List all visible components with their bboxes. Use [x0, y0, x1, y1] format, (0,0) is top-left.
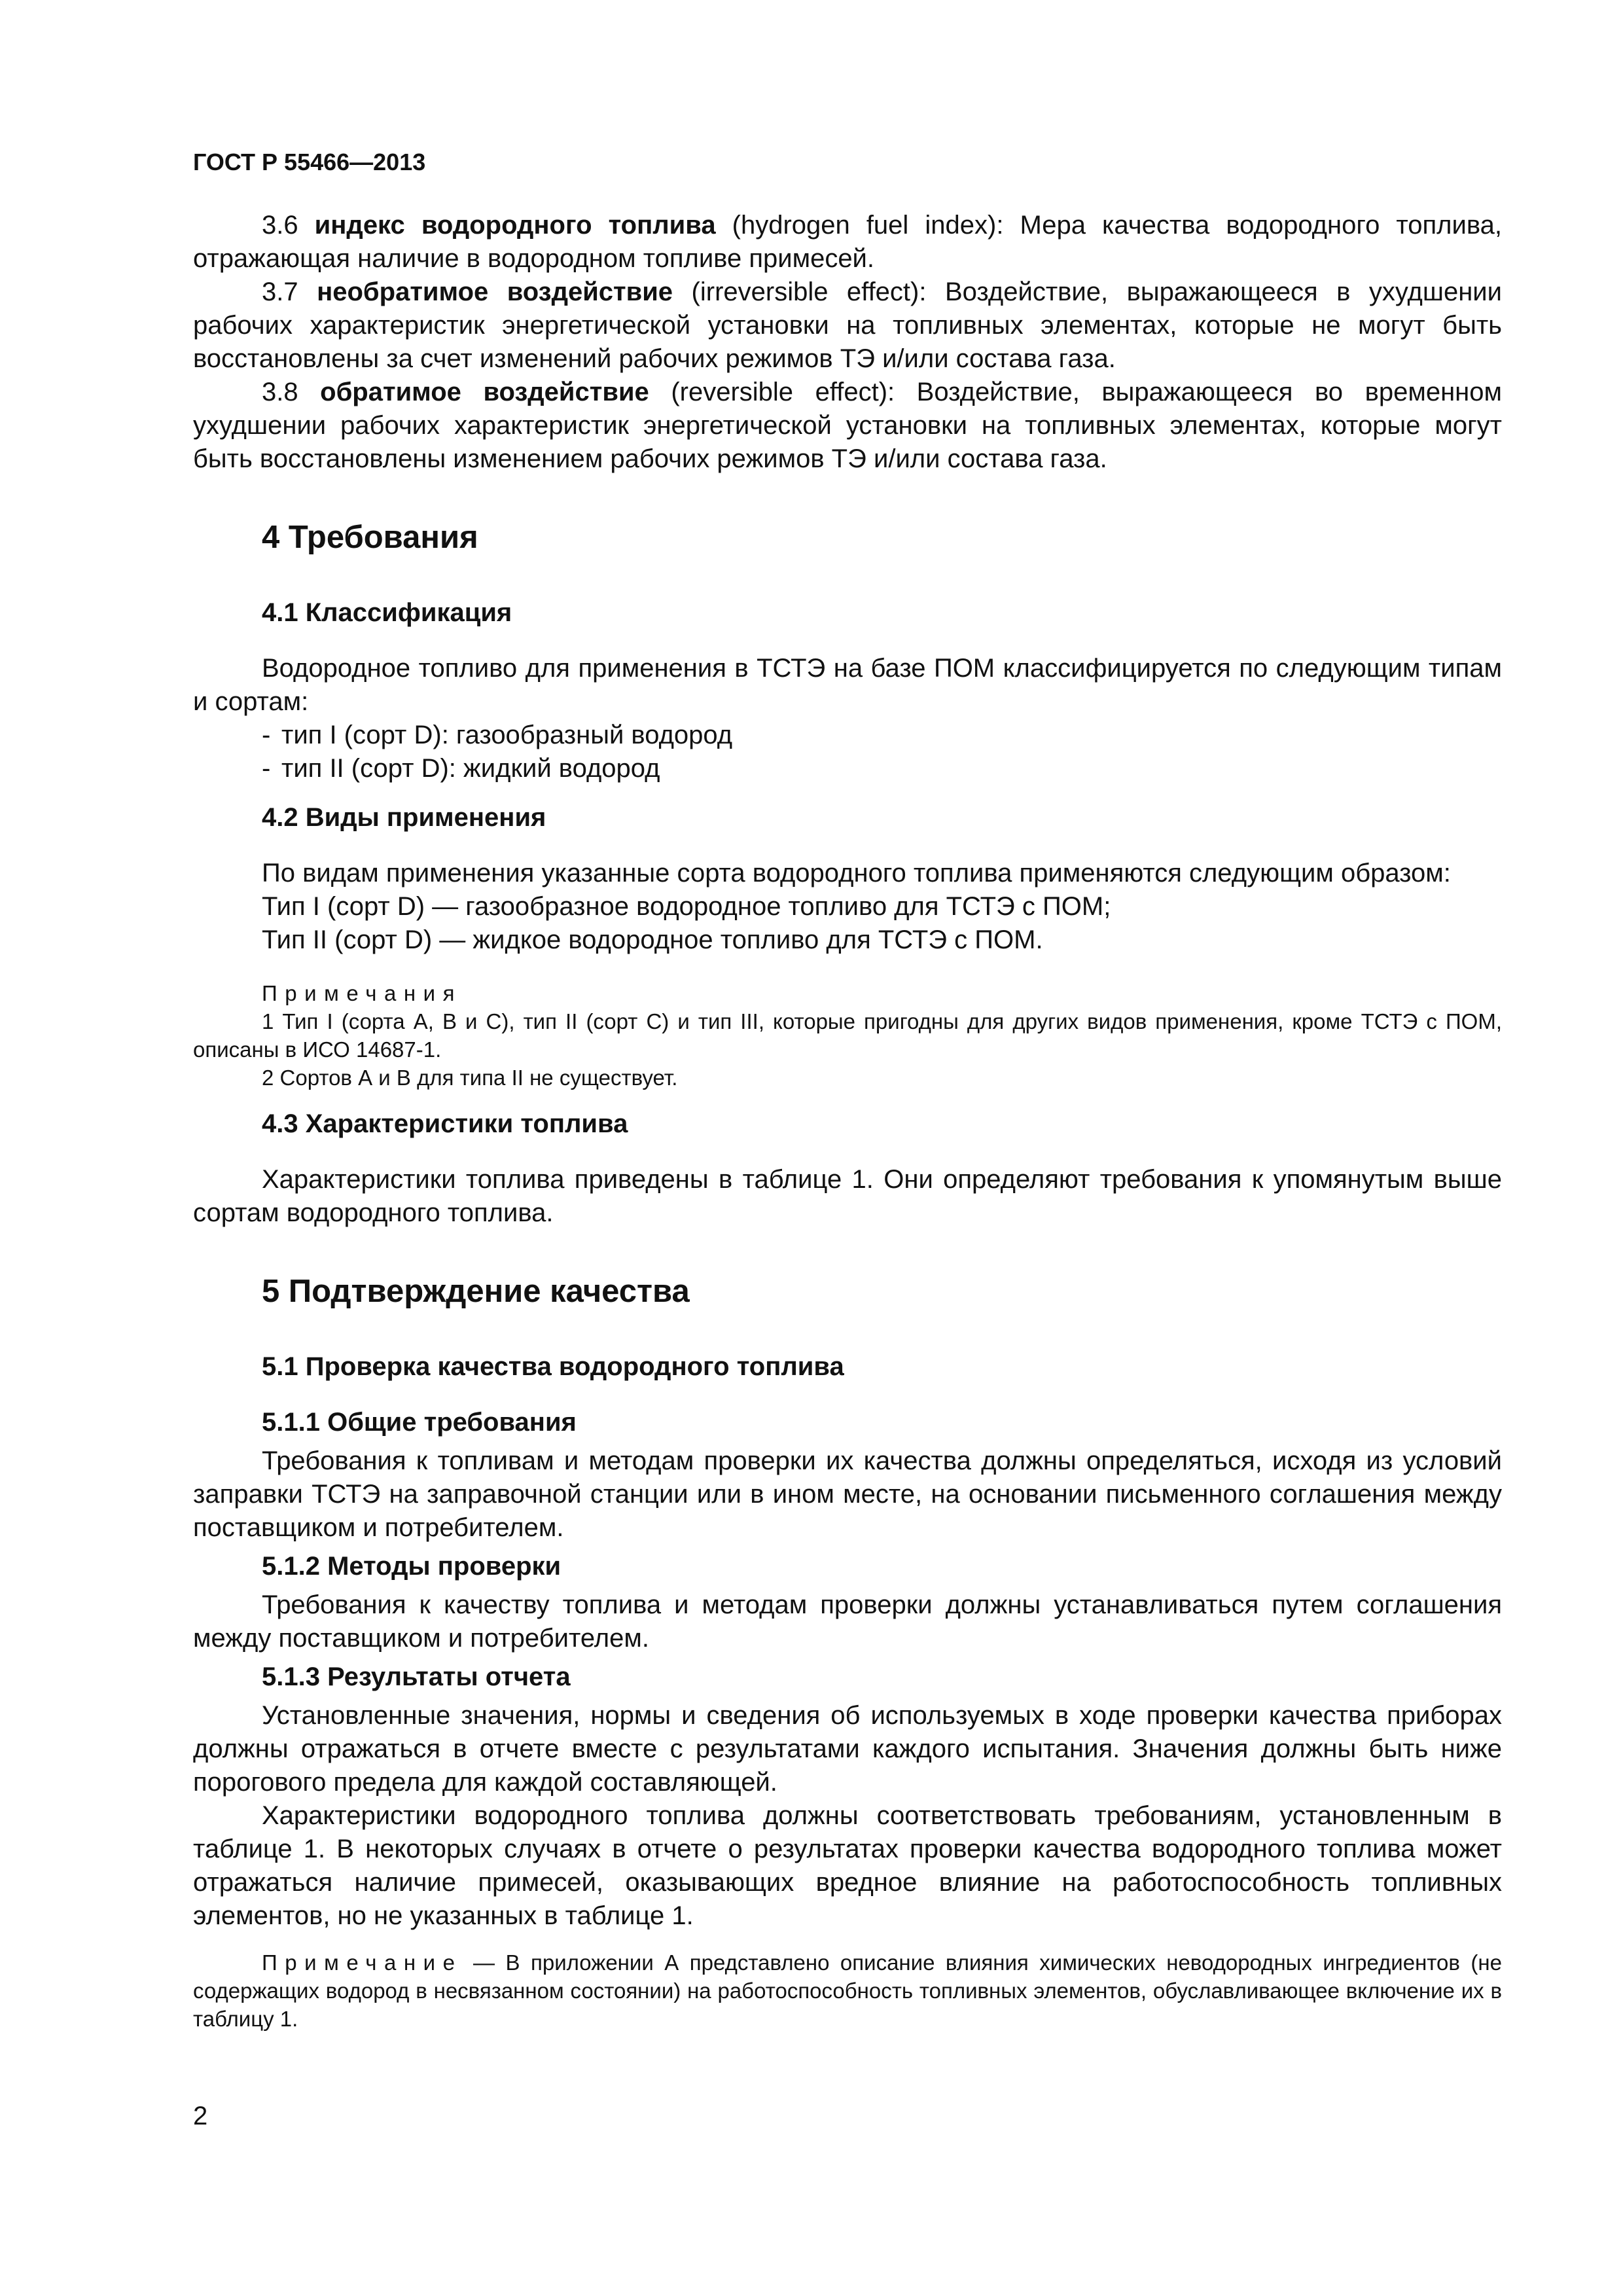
note-text: — В приложении А представлено описание влияния химических неводородных ингредиентов (не содержащих водород в несвязанном состоянии) на работоспособность топливных элементов, обуславливающее включение их в таблицу 1. [193, 1950, 1502, 2031]
section-5-1-2-paragraph: Требования к качеству топлива и методам проверки должны устанавливаться путем соглашения между поставщиком и потребителем. [193, 1590, 1502, 1653]
section-4-2-line: Тип II (сорт D) — жидкое водородное топливо для ТСТЭ с ПОМ. [262, 925, 1043, 954]
list-item: - тип I (сорт D): газообразный водород [262, 721, 733, 749]
section-4-3-paragraph: Характеристики топлива приведены в таблице 1. Они определяют требования к упомянутым выше сортам водородного топлива. [193, 1165, 1502, 1227]
page-content [193, 147, 1502, 2033]
term-name: необратимое воздействие [317, 278, 673, 306]
term-number: 3.8 [262, 378, 298, 406]
section-5-1-1-paragraph: Требования к топливам и методам проверки их качества должны определяться, исходя из условий заправки ТСТЭ на заправочной станции или в ином месте, на основании письменного соглашения между поставщиком и потребителем. [193, 1446, 1502, 1542]
list-item-text: тип II (сорт D): жидкий водород [281, 754, 660, 783]
note-item: 2 Сортов А и В для типа II не существует. [262, 1066, 678, 1090]
notes-label: Примечания [262, 981, 463, 1005]
note-item: 1 Тип I (сорта А, В и С), тип II (сорт С) и тип III, которые пригодны для других видов применения, кроме ТСТЭ с ПОМ, описаны в ИСО 14687-1. [193, 1009, 1502, 1062]
term-name: обратимое воздействие [320, 378, 649, 406]
section-4-1-paragraph: Водородное топливо для применения в ТСТЭ на базе ПОМ классифицируется по следующим типам и сортам: [193, 654, 1502, 716]
note-label: Примечание [262, 1950, 463, 1975]
notes-block [193, 979, 1502, 1092]
list-item: - тип II (сорт D): жидкий водород [262, 754, 660, 783]
section-5-1-3-paragraph: Установленные значения, нормы и сведения об используемых в ходе проверки качества приборах должны отражаться в отчете вместе с результатами каждого испытания. Значения должны быть ниже порогового предела для каждой составляющей. [193, 1701, 1502, 1797]
section-5-heading: 5 Подтверждение качества [262, 1274, 690, 1309]
list-item-text: тип I (сорт D): газообразный водород [281, 721, 733, 749]
page-number: 2 [193, 2102, 208, 2130]
term-paragraph [193, 209, 1502, 276]
term-number: 3.7 [262, 278, 298, 306]
section-5-1-1-heading: 5.1.1 Общие требования [262, 1408, 577, 1437]
section-4-2-line: Тип I (сорт D) — газообразное водородное топливо для ТСТЭ с ПОМ; [262, 892, 1111, 921]
section-5-1-heading: 5.1 Проверка качества водородного топлива [262, 1352, 844, 1381]
term-paragraph [193, 276, 1502, 376]
section-4-1-heading: 4.1 Классификация [262, 598, 512, 627]
term-definition: (hydrogen fuel index): Мера качества водородного топлива, отражающая наличие в водородном топливе примесей. [193, 211, 1502, 273]
term-paragraph [193, 376, 1502, 476]
term-definition: (irreversible effect): Воздействие, выражающееся в ухудшении рабочих характеристик энергетической установки на топливных элементах, которые не могут быть восстановлены за счет изменений рабочих режимов ТЭ и/или состава газа. [193, 278, 1502, 373]
term-number: 3.6 [262, 211, 298, 240]
document-header: ГОСТ Р 55466—2013 [193, 149, 426, 175]
section-5-1-3-paragraph: Характеристики водородного топлива должны соответствовать требованиям, установленным в таблице 1. В некоторых случаях в отчете о результатах проверки качества водородного топлива может отражаться наличие примесей, оказывающих вредное влияние на работоспособность топливных элементов, но не указанных в таблице 1. [193, 1801, 1502, 1930]
section-4-3-heading: 4.3 Характеристики топлива [262, 1109, 628, 1138]
section-4-2-line: По видам применения указанные сорта водородного топлива применяются следующим образом: [262, 859, 1451, 888]
section-5-1-3-heading: 5.1.3 Результаты отчета [262, 1662, 571, 1691]
section-5-1-2-heading: 5.1.2 Методы проверки [262, 1552, 562, 1581]
note-block [193, 1948, 1502, 2033]
term-name: индекс водородного топлива [314, 211, 716, 240]
section-4-2-heading: 4.2 Виды применения [262, 803, 546, 832]
section-4-heading: 4 Требования [262, 520, 478, 555]
note-paragraph [193, 1948, 1502, 2033]
term-definition: (reversible effect): Воздействие, выражающееся во временном ухудшении рабочих характеристик энергетической установки на топливных элементах, которые могут быть восстановлены изменением рабочих режимов ТЭ и/или состава газа. [193, 378, 1502, 473]
